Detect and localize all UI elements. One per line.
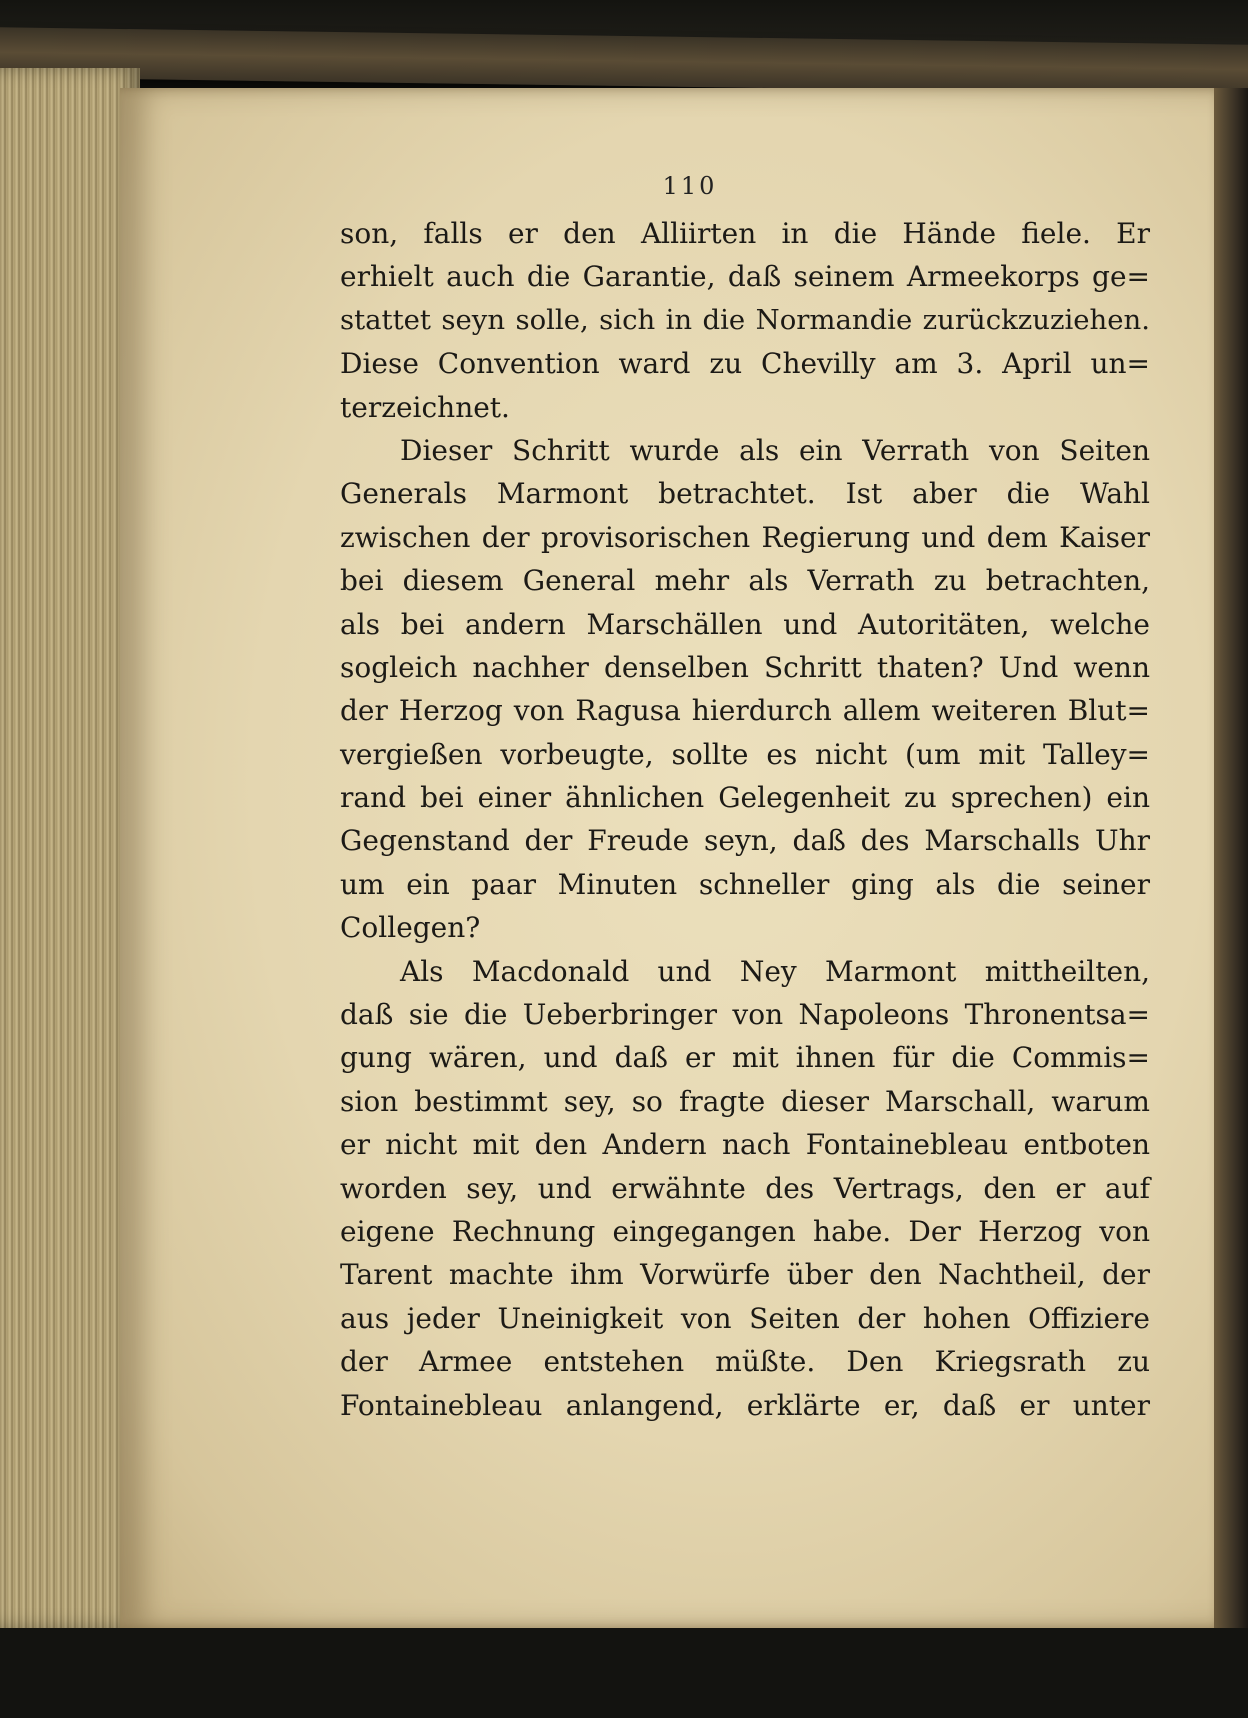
text-line: Collegen? [340, 911, 481, 945]
text-line: son, falls er den Alliirten in die Hände fiele. Er [340, 217, 1150, 250]
text-line: als bei andern Marschällen und Autoritäten, welche [340, 607, 1150, 641]
text-line: terzeichnet. [340, 390, 510, 424]
book-cover-bottom [0, 1628, 1248, 1718]
text-line: bei diesem General mehr als Verrath zu betrachten, [340, 564, 1150, 598]
text-line: der Herzog von Ragusa hierdurch allem weiteren Blut= [340, 694, 1150, 728]
text-line: daß sie die Ueberbringer von Napoleons Thronentsa= [340, 998, 1150, 1032]
text-line: Fontainebleau anlangend, erklärte er, daß er unter [340, 1388, 1150, 1422]
text-line: Tarent machte ihm Vorwürfe über den Nachtheil, der [340, 1258, 1150, 1292]
text-line: um ein paar Minuten schneller ging als die seiner [340, 867, 1150, 901]
text-line: Gegenstand der Freude seyn, daß des Marschalls Uhr [340, 824, 1150, 858]
text-line: eigene Rechnung eingegangen habe. Der Herzog von [340, 1214, 1150, 1248]
text-line: sogleich nachher denselben Schritt thaten? Und wenn [340, 650, 1150, 684]
text-line: er nicht mit den Andern nach Fontainebleau entboten [340, 1128, 1150, 1162]
text-line: worden sey, und erwähnte des Vertrags, den er auf [340, 1171, 1150, 1205]
text-line: gung wären, und daß er mit ihnen für die Commis= [340, 1041, 1150, 1075]
text-line: Dieser Schritt wurde als ein Verrath von Seiten [400, 433, 1150, 467]
text-line: stattet seyn solle, sich in die Normandie zurückzuziehen. [340, 303, 1150, 336]
text-line: der Armee entstehen müßte. Den Kriegsrath zu [340, 1345, 1150, 1379]
text-line: vergießen vorbeugte, sollte es nicht (um mit Talley= [340, 737, 1150, 771]
page-text [340, 212, 1150, 1427]
page-gutter-shadow [1214, 88, 1248, 1628]
text-line: zwischen der provisorischen Regierung und dem Kaiser [340, 520, 1150, 554]
text-line: aus jeder Uneinigkeit von Seiten der hohen Offiziere [340, 1301, 1150, 1335]
text-line: rand bei einer ähnlichen Gelegenheit zu sprechen) ein [340, 781, 1150, 815]
text-line: erhielt auch die Garantie, daß seinem Armeekorps ge= [340, 260, 1150, 294]
page-stack-edges [0, 68, 140, 1628]
text-line: Diese Convention ward zu Chevilly am 3. April un= [340, 347, 1150, 381]
text-line: Generals Marmont betrachtet. Ist aber die Wahl [340, 477, 1150, 511]
page-number: 110 [662, 172, 718, 200]
text-line: Als Macdonald und Ney Marmont mittheilten, [400, 954, 1150, 988]
text-line: sion bestimmt sey, so fragte dieser Marschall, warum [340, 1084, 1150, 1118]
